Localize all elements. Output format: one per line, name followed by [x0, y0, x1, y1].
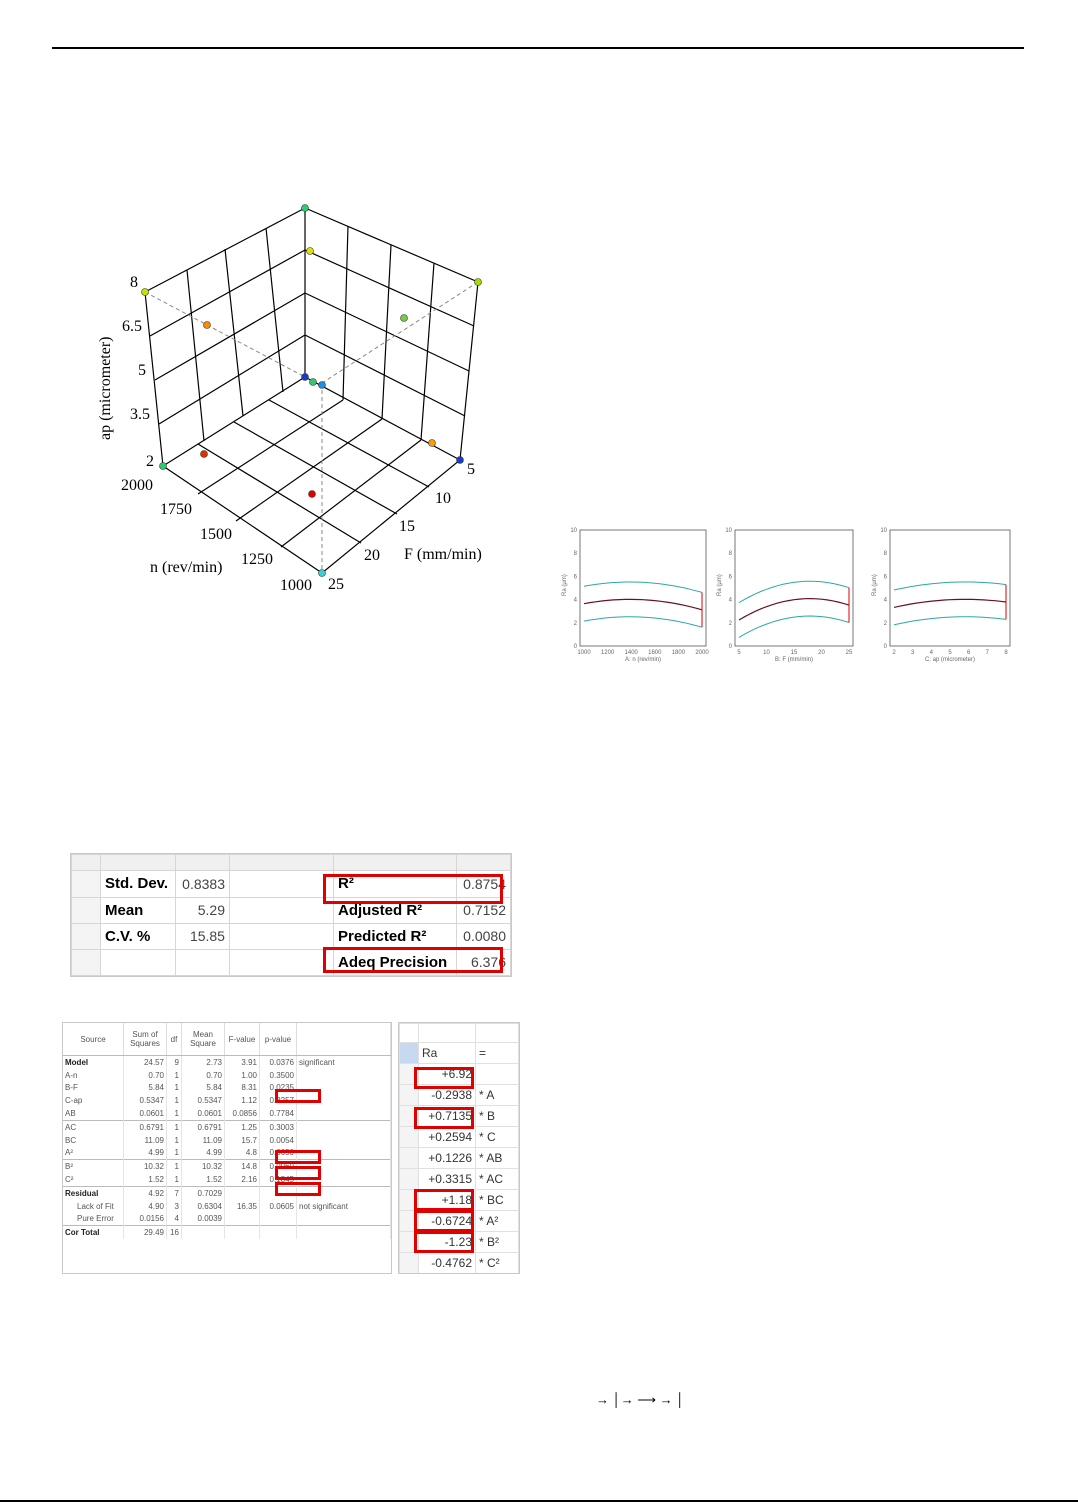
- anova-table: [62, 1022, 392, 1274]
- anova-cell: 16.35: [225, 1200, 260, 1213]
- anova-cell: 0.1845: [260, 1173, 297, 1186]
- design-point: [319, 570, 326, 577]
- anova-cell: 16: [167, 1226, 182, 1239]
- anova-cell: AC: [63, 1120, 124, 1133]
- anova-cell: C-ap: [63, 1094, 124, 1107]
- x-tick: 15: [790, 650, 798, 656]
- fit-label: C.V. %: [101, 923, 176, 949]
- anova-cell: 0.0650: [260, 1147, 297, 1160]
- anova-cell: 1: [167, 1147, 182, 1160]
- effect-panel: [562, 528, 709, 663]
- anova-cell: 0.0605: [260, 1200, 297, 1213]
- anova-cell: 0.7029: [182, 1186, 225, 1199]
- fit-value: 15.85: [176, 923, 230, 949]
- coef-value: -0.2938: [419, 1085, 476, 1106]
- fit-value-2: 0.8754: [457, 871, 511, 897]
- footer-rule: [0, 1500, 1078, 1502]
- anova-cell: 1.25: [225, 1120, 260, 1133]
- fit-value: [176, 949, 230, 975]
- fit-value: 5.29: [176, 897, 230, 923]
- x-tick: 25: [845, 650, 853, 656]
- anova-cell: 1: [167, 1120, 182, 1133]
- anova-cell: [297, 1213, 391, 1226]
- design-point: [204, 322, 211, 329]
- coef-term: [476, 1064, 519, 1085]
- anova-cell: 4.8: [225, 1147, 260, 1160]
- coef-term: * B²: [476, 1232, 519, 1253]
- f-tick: 10: [435, 490, 451, 507]
- anova-row: [63, 1200, 391, 1213]
- y-axis-label: Ra (µm): [717, 574, 723, 596]
- f-tick: 20: [364, 547, 380, 564]
- y-tick: 0: [883, 644, 887, 650]
- anova-header: Mean Square: [182, 1023, 225, 1056]
- anova-cell: [182, 1226, 225, 1239]
- fit-row: [72, 923, 511, 949]
- anova-cell: significant: [297, 1056, 391, 1069]
- y-tick: 6: [883, 574, 887, 581]
- highlight-box: [414, 1107, 474, 1129]
- anova-cell: 0.0060: [260, 1160, 297, 1173]
- vector-notation-fragment: → │→ ⟶ → │: [596, 1392, 685, 1407]
- y-tick: 2: [883, 620, 887, 627]
- fit-label: [101, 949, 176, 975]
- x-tick: 5: [737, 650, 741, 656]
- y-axis-label: Ra (µm): [872, 574, 878, 596]
- z-tick: 6.5: [122, 318, 142, 335]
- y-tick: 0: [728, 644, 732, 650]
- design-point: [302, 374, 309, 381]
- anova-cell: 10.32: [124, 1160, 167, 1173]
- highlight-box: [323, 947, 503, 973]
- anova-cell: 1: [167, 1094, 182, 1107]
- fit-value-2: 0.7152: [457, 897, 511, 923]
- anova-row: [63, 1213, 391, 1226]
- coef-value: +0.1226: [419, 1148, 476, 1169]
- y-tick: 10: [880, 528, 887, 534]
- fit-label-2: Adjusted R²: [333, 897, 456, 923]
- main-effects-plots: [560, 522, 1020, 682]
- coef-value: -0.4762: [419, 1253, 476, 1274]
- anova-row: [63, 1069, 391, 1082]
- effect-panel: [872, 528, 1010, 663]
- anova-cell: [297, 1107, 391, 1120]
- anova-cell: 0.0601: [124, 1107, 167, 1120]
- anova-cell: not significant: [297, 1200, 391, 1213]
- anova-header: Source: [63, 1023, 124, 1056]
- coef-term: * A²: [476, 1211, 519, 1232]
- x-tick: 2: [892, 650, 896, 656]
- anova-cell: 1.52: [124, 1173, 167, 1186]
- design-point: [401, 315, 408, 322]
- f-axis-label: F (mm/min): [404, 546, 482, 563]
- x-tick: 5: [948, 650, 952, 656]
- coef-row: [400, 1148, 519, 1169]
- n-tick: 1750: [160, 501, 192, 518]
- y-tick: 8: [573, 551, 577, 558]
- coef-term: * A: [476, 1085, 519, 1106]
- anova-cell: 0.0376: [260, 1056, 297, 1069]
- anova-cell: [297, 1069, 391, 1082]
- anova-cell: 4.90: [124, 1200, 167, 1213]
- highlight-box: [323, 874, 503, 904]
- anova-cell: 1: [167, 1107, 182, 1120]
- anova-cell: 3.91: [225, 1056, 260, 1069]
- anova-cell: 0.3003: [260, 1120, 297, 1133]
- anova-row: [63, 1160, 391, 1173]
- y-tick: 6: [573, 574, 577, 581]
- anova-cell: 3: [167, 1200, 182, 1213]
- design-point: [309, 491, 316, 498]
- panel-frame: [890, 530, 1010, 646]
- design-point: [475, 279, 482, 286]
- x-tick: 1600: [648, 650, 662, 656]
- anova-cell: Pure Error: [63, 1213, 124, 1226]
- anova-cell: 15.7: [225, 1134, 260, 1147]
- coef-term: * BC: [476, 1190, 519, 1211]
- x-tick: 2000: [695, 650, 709, 656]
- n-tick: 1500: [200, 526, 232, 543]
- anova-cell: 1.00: [225, 1069, 260, 1082]
- anova-cell: 7: [167, 1186, 182, 1199]
- coef-term: * B: [476, 1106, 519, 1127]
- design-point: [457, 457, 464, 464]
- fit-label-2: Predicted R²: [333, 923, 456, 949]
- anova-header: F-value: [225, 1023, 260, 1056]
- panel-frame: [735, 530, 853, 646]
- fit-label-2: Adeq Precision: [333, 949, 456, 975]
- x-tick: 6: [966, 650, 971, 656]
- x-axis-label: A: n (rev/min): [624, 657, 662, 663]
- z-tick: 8: [130, 274, 138, 291]
- anova-cell: [297, 1226, 391, 1239]
- coef-value: +0.2594: [419, 1127, 476, 1148]
- x-axis-label: B: F (mm/min): [775, 657, 813, 663]
- design-point: [302, 205, 309, 212]
- y-tick: 10: [570, 528, 577, 534]
- coef-response: Ra: [419, 1043, 476, 1064]
- anova-cell: 1: [167, 1160, 182, 1173]
- anova-cell: 0.0039: [182, 1213, 225, 1226]
- anova-cell: 10.32: [182, 1160, 225, 1173]
- design-point: [310, 379, 317, 386]
- y-tick: 2: [728, 620, 732, 627]
- anova-cell: 1.12: [225, 1094, 260, 1107]
- coef-row: [400, 1127, 519, 1148]
- anova-cell: B-F: [63, 1082, 124, 1095]
- header-rule: [52, 47, 1024, 49]
- anova-cell: Lack of Fit: [63, 1200, 124, 1213]
- z-tick: 5: [138, 362, 146, 379]
- coef-row: [400, 1169, 519, 1190]
- anova-cell: 2.73: [182, 1056, 225, 1069]
- anova-cell: 9: [167, 1056, 182, 1069]
- anova-cell: 0.5347: [124, 1094, 167, 1107]
- n-tick: 1250: [241, 551, 273, 568]
- anova-cell: 8.31: [225, 1082, 260, 1095]
- anova-cell: BC: [63, 1134, 124, 1147]
- anova-cell: 29.49: [124, 1226, 167, 1239]
- anova-row: [63, 1147, 391, 1160]
- f-tick: 5: [467, 461, 475, 478]
- fit-label-2: R²: [333, 871, 456, 897]
- coef-row: [400, 1253, 519, 1274]
- coef-value: +0.7135: [419, 1106, 476, 1127]
- coef-term: * C: [476, 1127, 519, 1148]
- x-tick: 20: [818, 650, 825, 656]
- x-tick: 4: [929, 650, 934, 656]
- anova-cell: 0.70: [124, 1069, 167, 1082]
- anova-cell: Residual: [63, 1186, 124, 1199]
- anova-cell: 4.99: [182, 1147, 225, 1160]
- coef-term: * AC: [476, 1169, 519, 1190]
- anova-cell: 24.57: [124, 1056, 167, 1069]
- y-tick: 8: [883, 551, 887, 558]
- anova-header: [297, 1023, 391, 1056]
- fit-value-2: 6.376: [457, 949, 511, 975]
- y-tick: 8: [728, 551, 732, 558]
- anova-header: p-value: [260, 1023, 297, 1056]
- highlight-box: [275, 1150, 321, 1164]
- x-tick: 3: [910, 650, 915, 656]
- coef-term: * AB: [476, 1148, 519, 1169]
- z-tick: 2: [146, 453, 154, 470]
- y-axis-label: Ra (µm): [562, 574, 568, 596]
- design-point: [319, 382, 326, 389]
- anova-header: df: [167, 1023, 182, 1056]
- anova-cell: A²: [63, 1147, 124, 1160]
- y-tick: 4: [573, 597, 577, 604]
- anova-row: [63, 1173, 391, 1186]
- coef-value: +6.92: [419, 1064, 476, 1085]
- highlight-box: [414, 1210, 474, 1232]
- anova-cell: [297, 1134, 391, 1147]
- anova-row: [63, 1226, 391, 1239]
- coef-equals: =: [476, 1043, 519, 1064]
- n-tick: 2000: [121, 477, 153, 494]
- anova-cell: 0.6304: [182, 1200, 225, 1213]
- anova-cell: B²: [63, 1160, 124, 1173]
- y-tick: 4: [883, 597, 887, 604]
- anova-row: [63, 1120, 391, 1133]
- anova-cell: 4.92: [124, 1186, 167, 1199]
- anova-row: [63, 1056, 391, 1069]
- fit-label: Mean: [101, 897, 176, 923]
- anova-cell: 0.70: [182, 1069, 225, 1082]
- anova-cell: C²: [63, 1173, 124, 1186]
- y-tick: 2: [573, 620, 577, 627]
- effect-panel: [717, 528, 853, 663]
- anova-cell: Cor Total: [63, 1226, 124, 1239]
- anova-row: [63, 1107, 391, 1120]
- anova-cell: AB: [63, 1107, 124, 1120]
- anova-cell: 0.6791: [182, 1120, 225, 1133]
- anova-cell: 0.0856: [225, 1107, 260, 1120]
- fit-value-2: 0.0080: [457, 923, 511, 949]
- anova-row: [63, 1134, 391, 1147]
- x-tick: 10: [763, 650, 770, 656]
- anova-cell: [225, 1226, 260, 1239]
- y-tick: 6: [728, 574, 732, 581]
- anova-cell: 0.6791: [124, 1120, 167, 1133]
- anova-cell: 2.16: [225, 1173, 260, 1186]
- x-tick: 1400: [624, 650, 638, 656]
- n-tick: 1000: [280, 577, 312, 594]
- design-point: [201, 451, 208, 458]
- anova-row: [63, 1094, 391, 1107]
- design-space-3d-plot: [95, 195, 505, 595]
- anova-cell: Model: [63, 1056, 124, 1069]
- anova-cell: 4.99: [124, 1147, 167, 1160]
- anova-cell: [225, 1186, 260, 1199]
- anova-cell: 0.0054: [260, 1134, 297, 1147]
- y-tick: 0: [573, 644, 577, 650]
- anova-cell: 11.09: [182, 1134, 225, 1147]
- anova-cell: 4: [167, 1213, 182, 1226]
- anova-cell: A-n: [63, 1069, 124, 1082]
- y-tick: 10: [725, 528, 732, 534]
- x-tick: 1200: [600, 650, 615, 656]
- highlight-box: [275, 1166, 321, 1180]
- z-tick: 3.5: [130, 406, 150, 423]
- anova-cell: 1: [167, 1069, 182, 1082]
- x-tick: 1800: [671, 650, 686, 656]
- design-point: [142, 289, 149, 296]
- coef-value: -1.23: [419, 1232, 476, 1253]
- anova-cell: 0.7784: [260, 1107, 297, 1120]
- highlight-box: [414, 1067, 474, 1089]
- coef-value: -0.6724: [419, 1211, 476, 1232]
- coef-term: * C²: [476, 1253, 519, 1274]
- anova-cell: 0.3257: [260, 1094, 297, 1107]
- z-axis-label: ap (micrometer): [97, 336, 114, 440]
- anova-cell: 14.8: [225, 1160, 260, 1173]
- f-tick: 25: [328, 576, 344, 593]
- x-tick: 8: [1004, 650, 1008, 656]
- anova-cell: 1: [167, 1082, 182, 1095]
- anova-cell: [225, 1213, 260, 1226]
- anova-cell: 0.0601: [182, 1107, 225, 1120]
- x-tick: 1000: [577, 650, 591, 656]
- anova-cell: 11.09: [124, 1134, 167, 1147]
- x-tick: 7: [985, 650, 990, 656]
- anova-cell: 5.84: [124, 1082, 167, 1095]
- anova-cell: [260, 1226, 297, 1239]
- anova-cell: 5.84: [182, 1082, 225, 1095]
- anova-cell: 1: [167, 1134, 182, 1147]
- anova-cell: 1: [167, 1173, 182, 1186]
- anova-cell: 0.5347: [182, 1094, 225, 1107]
- anova-cell: [260, 1213, 297, 1226]
- anova-cell: [297, 1120, 391, 1133]
- n-axis-label: n (rev/min): [150, 559, 223, 576]
- y-tick: 4: [728, 597, 732, 604]
- x-axis-label: C: ap (micrometer): [924, 657, 976, 663]
- highlight-box: [275, 1182, 321, 1196]
- f-tick: 15: [399, 518, 415, 535]
- fit-label: Std. Dev.: [101, 871, 176, 897]
- anova-header: Sum of Squares: [124, 1023, 167, 1056]
- anova-cell: 1.52: [182, 1173, 225, 1186]
- anova-cell: 0.0156: [124, 1213, 167, 1226]
- anova-cell: 0.0235: [260, 1082, 297, 1095]
- coef-value: +0.3315: [419, 1169, 476, 1190]
- anova-row: [63, 1186, 391, 1199]
- anova-cell: 0.3500: [260, 1069, 297, 1082]
- highlight-box: [414, 1189, 474, 1211]
- design-point: [307, 248, 314, 255]
- design-point: [429, 440, 436, 447]
- anova-row: [63, 1082, 391, 1095]
- panel-frame: [580, 530, 706, 646]
- design-point: [160, 463, 167, 470]
- coef-value: +1.18: [419, 1190, 476, 1211]
- highlight-box: [275, 1089, 321, 1103]
- highlight-box: [414, 1231, 474, 1253]
- fit-value: 0.8383: [176, 871, 230, 897]
